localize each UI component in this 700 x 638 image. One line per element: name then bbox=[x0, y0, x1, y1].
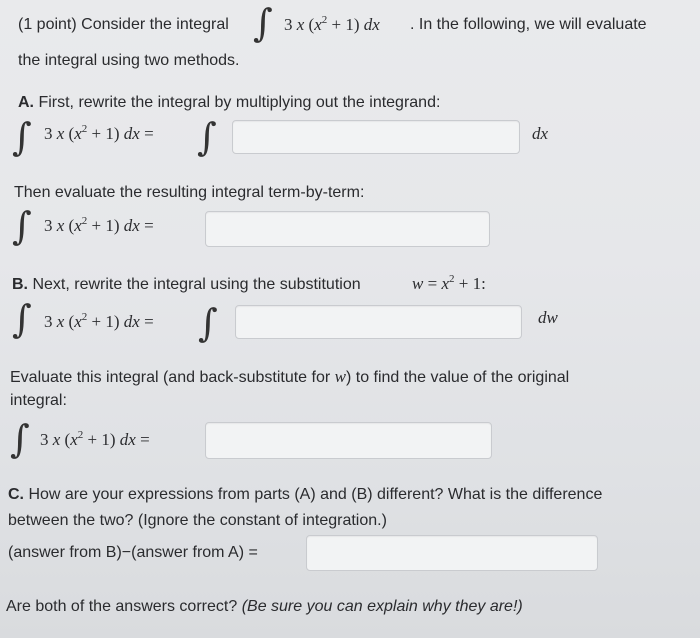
part-a-differential: dx bbox=[532, 124, 549, 143]
part-c-question-line2: between the two? (Ignore the constant of integration.) bbox=[8, 512, 387, 529]
part-b-instruction2: Evaluate this integral (and back-substitute for w) to find the value of the original bbox=[10, 367, 570, 386]
integral-sign: ∫ bbox=[12, 204, 32, 248]
integral-sign: ∫ bbox=[12, 115, 32, 159]
part-b-instruction2-line2: integral: bbox=[10, 392, 67, 409]
part-a-letter: A. bbox=[18, 94, 34, 111]
part-a-lhs: 3 x $(x^2 + 1)$ dx = bbox=[44, 123, 154, 143]
footer-hint: (Be sure you can explain why they are!) bbox=[241, 598, 523, 615]
footer-question: Are both of the answers correct? (Be sure you can explain why they are!) bbox=[6, 598, 523, 615]
part-c-question: C. How are your expressions from parts (A) and (B) different? What is the difference bbox=[8, 486, 603, 503]
intro-text-continued: . In the following, we will evaluate bbox=[410, 16, 647, 33]
part-c-letter: C. bbox=[8, 486, 24, 503]
part-a-result-input[interactable] bbox=[205, 211, 490, 247]
integral-sign: ∫ bbox=[10, 417, 30, 461]
part-c-diff-label: (answer from B)−(answer from A) = bbox=[8, 544, 258, 561]
part-b-lhs-2: 3 x $(x^2 + 1)$ dx = bbox=[40, 429, 150, 449]
part-a-instruction2: Then evaluate the resulting integral term-by-term: bbox=[14, 184, 365, 201]
part-b-lhs: 3 x $(x^2 + 1)$ dx = bbox=[44, 311, 154, 331]
part-a-lhs-2: 3 x $(x^2 + 1)$ dx = bbox=[44, 215, 154, 235]
part-b-substitution: $w = x^2 + 1$: bbox=[412, 273, 486, 293]
intro-text: (1 point) Consider the integral bbox=[18, 16, 229, 33]
part-a-instruction: A. First, rewrite the integral by multiplying out the integrand: bbox=[18, 94, 441, 111]
integral-sign: ∫ bbox=[253, 1, 273, 45]
part-b-result-input[interactable] bbox=[205, 422, 492, 459]
part-b-differential: dw bbox=[538, 308, 558, 327]
integral-sign: ∫ bbox=[198, 301, 218, 345]
part-b-integrand-input[interactable] bbox=[235, 305, 522, 339]
integral-sign: ∫ bbox=[12, 297, 32, 341]
integral-sign: ∫ bbox=[197, 115, 217, 159]
part-b-instruction: B. Next, rewrite the integral using the substitution bbox=[12, 276, 361, 293]
header-integrand: 3 x $(x^2 + 1)$ dx bbox=[284, 14, 380, 34]
part-b-letter: B. bbox=[12, 276, 28, 293]
intro-text-line2: the integral using two methods. bbox=[18, 52, 240, 69]
part-a-integrand-input[interactable] bbox=[232, 120, 520, 154]
part-c-difference-input[interactable] bbox=[306, 535, 598, 571]
